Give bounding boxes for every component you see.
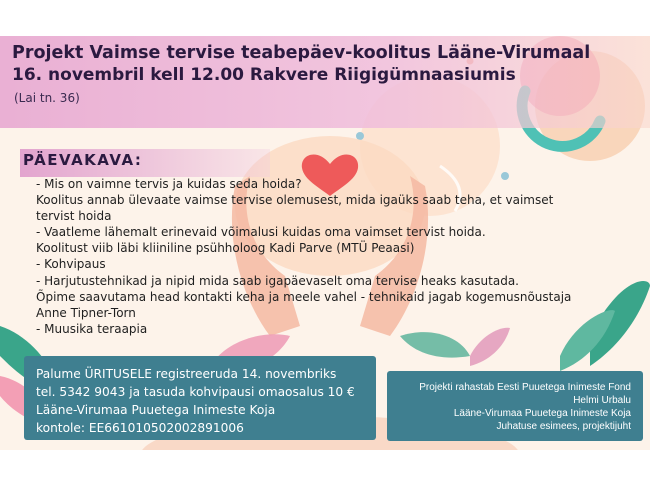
agenda-line: Koolitust viib läbi kliiniline psühholoog Kadi Parve (MTÜ Peaasi) — [36, 241, 415, 256]
event-date-location: 16. novembril kell 12.00 Rakvere Riigigümnaasiumis — [12, 65, 516, 85]
registration-line: Lääne-Virumaa Puuetega Inimeste Koja — [36, 403, 276, 417]
agenda-line: - Harjutustehnikad ja nipid mida saab igapäevaselt oma tervise heaks kasutada. — [36, 273, 519, 288]
agenda-line: tervist hoida — [36, 209, 112, 224]
registration-account: kontole: EE661010502002891006 — [36, 421, 244, 435]
poster — [0, 36, 650, 450]
agenda-line: Anne Tipner-Torn — [36, 305, 136, 320]
funding-box — [387, 371, 643, 441]
agenda-heading-label: PÄEVAKAVA: — [23, 151, 143, 169]
agenda-line: - Mis on vaimne tervis ja kuidas seda hoida? — [36, 177, 302, 191]
registration-box — [24, 356, 376, 440]
funding-line: Lääne-Virumaa Puuetega Inimeste Koja — [453, 408, 631, 419]
registration-line: Palume ÜRITUSELE registreeruda 14. novembriks — [36, 367, 337, 381]
agenda-heading — [20, 149, 270, 177]
event-address: (Lai tn. 36) — [14, 91, 80, 105]
funding-contact-name: Helmi Urbalu — [573, 395, 631, 406]
registration-phone: tel. 5342 9043 ja tasuda kohvipausi omaosalus 10 € — [36, 385, 355, 399]
funding-line: Juhatuse esimees, projektijuht — [496, 421, 631, 432]
agenda-line: - Muusika teraapia — [36, 321, 148, 336]
event-title: Projekt Vaimse tervise teabepäev-koolitus Lääne-Virumaal — [12, 43, 591, 63]
agenda-line: Koolitus annab ülevaate vaimse tervise olemusest, mida igaüks saab teha, et vaimset — [36, 193, 554, 208]
agenda-line: - Kohvipaus — [36, 257, 106, 272]
agenda-list — [36, 176, 616, 337]
agenda-line: - Vaatleme lähemalt erinevaid võimalusi kuidas oma vaimset tervist hoida. — [36, 225, 486, 240]
agenda-line: Õpime saavutama head kontakti keha ja meele vahel - tehnikaid jagab kogemusnõustaja — [36, 289, 572, 304]
funding-line: Projekti rahastab Eesti Puuetega Inimeste Fond — [419, 382, 631, 393]
